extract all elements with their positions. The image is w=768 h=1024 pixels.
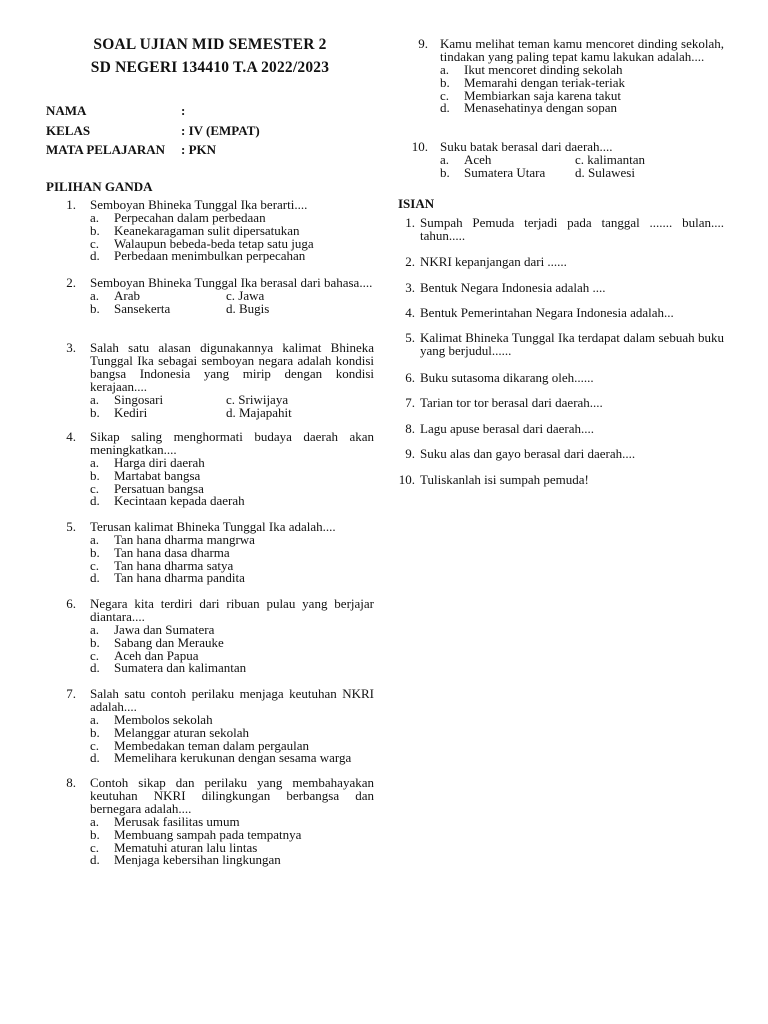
option — [90, 726, 374, 739]
option-text: Mematuhi aturan lalu lintas — [114, 839, 258, 855]
option — [90, 302, 374, 315]
option-list — [440, 63, 724, 114]
question-text: Salah satu alasan digunakannya kalimat Bhineka Tunggal Ika sebagai semboyan negara adalah kondisi bangsa Indonesia yang mirip dengan kondisi kerajaan.... — [90, 340, 374, 394]
option-letter: b. — [90, 724, 100, 740]
option — [90, 249, 374, 262]
essay-number: 10. — [398, 472, 415, 487]
option-text-secondary: d. Majapahit — [226, 404, 292, 420]
essay-item — [398, 281, 724, 294]
option-letter: d. — [90, 493, 100, 509]
question-number: 2. — [66, 275, 76, 290]
option-text: Membuang sampah pada tempatnya — [114, 826, 302, 842]
identity-label: NAMA — [46, 103, 87, 118]
option-text: Tan hana dharma mangrwa — [114, 532, 255, 547]
essay-item — [398, 331, 724, 357]
essay-text: Sumpah Pemuda terjadi pada tanggal ....... bulan.... tahun..... — [420, 215, 724, 243]
option-letter: c. — [90, 839, 100, 855]
option-letter: a. — [90, 210, 100, 225]
option-text: Aceh — [464, 152, 492, 167]
question-text: Semboyan Bhineka Tunggal Ika berarti.... — [90, 197, 308, 212]
option — [90, 224, 374, 237]
essay-number: 6. — [405, 370, 415, 385]
identity-value: : PKN — [181, 142, 217, 157]
option-letter: b. — [440, 164, 450, 180]
question-number: 9. — [418, 36, 428, 51]
essay-text: Bentuk Negara Indonesia adalah .... — [420, 280, 606, 295]
essay-item — [398, 396, 724, 409]
option — [90, 289, 374, 302]
question-item — [398, 140, 724, 179]
option-letter: a. — [440, 152, 450, 167]
option-list — [90, 393, 374, 419]
question-text: Terusan kalimat Bhineka Tunggal Ika adalah.... — [90, 519, 336, 534]
option-letter: b. — [440, 74, 450, 90]
question-text: Salah satu contoh perilaku menjaga keutuhan NKRI adalah.... — [90, 686, 374, 714]
option — [90, 751, 374, 764]
option-letter: b. — [90, 467, 100, 483]
option-letter: a. — [90, 288, 100, 303]
essay-item — [398, 255, 724, 268]
essay-number: 2. — [405, 254, 415, 269]
option — [440, 76, 724, 89]
essay-number: 3. — [405, 280, 415, 295]
option — [440, 63, 724, 76]
option-letter: b. — [90, 634, 100, 650]
question-text: Contoh sikap dan perilaku yang membahayakan keutuhan NKRI dilingkungan berbangsa dan bernegara adalah.... — [90, 775, 374, 816]
option — [90, 815, 374, 828]
option-letter: a. — [440, 62, 450, 77]
question-text: Kamu melihat teman kamu mencoret dinding sekolah, tindakan yang paling tepat kamu lakukan adalah.... — [440, 36, 724, 64]
section-heading-multiple-choice: PILIHAN GANDA — [46, 179, 153, 194]
option-text-secondary: c. kalimantan — [575, 152, 646, 167]
option-letter: d. — [90, 852, 100, 868]
option-text: Sumatera dan kalimantan — [114, 660, 247, 676]
option-letter: a. — [90, 455, 100, 470]
option-list — [90, 211, 374, 262]
essay-text: Buku sutasoma dikarang oleh...... — [420, 370, 594, 385]
option — [90, 211, 374, 224]
option-letter: b. — [90, 544, 100, 560]
option-text: Menjaga kebersihan lingkungan — [114, 852, 281, 868]
question-number: 6. — [66, 596, 76, 611]
option-text-secondary: d. Bugis — [226, 300, 270, 316]
option-text: Memarahi dengan teriak-teriak — [464, 74, 625, 90]
option-list — [440, 153, 724, 179]
school-title: SD NEGERI 134410 T.A 2022/2023 — [90, 59, 330, 76]
option-text: Martabat bangsa — [114, 467, 201, 483]
option — [90, 456, 374, 469]
option-text-secondary: c. Jawa — [226, 288, 265, 303]
essay-number: 1. — [405, 215, 415, 230]
question-item — [46, 687, 374, 764]
option-letter: b. — [90, 826, 100, 842]
option-text: Arab — [114, 288, 140, 303]
option-text: Kecintaan kepada daerah — [114, 493, 245, 509]
option — [90, 406, 374, 419]
option — [90, 571, 374, 584]
option-text: Memelihara kerukunan dengan sesama warga — [114, 750, 352, 766]
option — [90, 469, 374, 482]
option-list — [90, 533, 374, 584]
option-letter: c. — [90, 647, 100, 663]
option-text: Membiarkan saja karena takut — [464, 87, 622, 103]
option-letter: d. — [90, 248, 100, 264]
option-text: Membedakan teman dalam pergaulan — [114, 737, 310, 753]
option — [90, 623, 374, 636]
option-text: Sabang dan Merauke — [114, 634, 224, 650]
essay-item — [398, 422, 724, 435]
question-item — [46, 276, 374, 315]
option-letter: a. — [90, 712, 100, 727]
option-text: Walaupun bebeda-beda tetap satu juga — [114, 235, 314, 251]
essay-text: NKRI kepanjangan dari ...... — [420, 254, 567, 269]
essay-text: Suku alas dan gayo berasal dari daerah.... — [420, 446, 636, 461]
option-letter: c. — [90, 557, 100, 573]
essay-text: Tarian tor tor berasal dari daerah.... — [420, 395, 603, 410]
essay-item — [398, 216, 724, 242]
option — [440, 153, 724, 166]
option-list — [90, 623, 374, 674]
option-text: Menasehatinya dengan sopan — [464, 100, 618, 116]
essay-number: 5. — [405, 330, 415, 345]
essay-text: Lagu apuse berasal dari daerah.... — [420, 421, 594, 436]
identity-value: : IV (EMPAT) — [181, 123, 260, 138]
option-text: Tan hana dasa dharma — [114, 544, 230, 560]
identity-label: MATA PELAJARAN — [46, 142, 166, 157]
essay-item — [398, 473, 724, 486]
identity-value: : — [181, 103, 186, 118]
question-item — [46, 430, 374, 507]
essay-text: Kalimat Bhineka Tunggal Ika terdapat dalam sebuah buku yang berjudul...... — [420, 330, 724, 358]
essay-item — [398, 306, 724, 319]
option — [90, 828, 374, 841]
option-text: Melanggar aturan sekolah — [114, 724, 250, 740]
option-text: Aceh dan Papua — [114, 647, 199, 663]
option-letter: b. — [90, 222, 100, 238]
option-text-secondary: c. Sriwijaya — [226, 392, 289, 407]
option-list — [90, 289, 374, 315]
question-number: 8. — [66, 775, 76, 790]
option-letter: d. — [440, 100, 450, 116]
question-number: 4. — [66, 429, 76, 444]
option — [90, 546, 374, 559]
question-number: 7. — [66, 686, 76, 701]
option — [90, 713, 374, 726]
option-text: Tan hana dharma satya — [114, 557, 234, 573]
question-text: Sikap saling menghormati budaya daerah akan meningkatkan.... — [90, 429, 374, 457]
question-number: 10. — [411, 139, 428, 154]
option-text: Perpecahan dalam perbedaan — [114, 210, 266, 225]
option-letter: c. — [440, 87, 450, 103]
question-item — [398, 37, 724, 114]
option — [90, 393, 374, 406]
option-letter: c. — [90, 480, 100, 496]
option — [90, 661, 374, 674]
essay-number: 9. — [405, 446, 415, 461]
option — [440, 166, 724, 179]
question-item — [46, 198, 374, 262]
option — [90, 494, 374, 507]
option — [90, 636, 374, 649]
essay-item — [398, 371, 724, 384]
option-letter: a. — [90, 622, 100, 637]
option-letter: d. — [90, 570, 100, 586]
option-list — [90, 456, 374, 507]
option-letter: b. — [90, 300, 100, 316]
option-text: Kediri — [114, 404, 148, 420]
option-letter: b. — [90, 404, 100, 420]
essay-number: 4. — [405, 305, 415, 320]
option-text: Merusak fasilitas umum — [114, 814, 240, 829]
exam-title: SOAL UJIAN MID SEMESTER 2 — [93, 36, 327, 53]
option-list — [90, 815, 374, 866]
essay-number: 7. — [405, 395, 415, 410]
question-number: 3. — [66, 340, 76, 355]
option-text: Harga diri daerah — [114, 455, 205, 470]
option-letter: a. — [90, 532, 100, 547]
option-letter: d. — [90, 660, 100, 676]
option-letter: d. — [90, 750, 100, 766]
question-item — [46, 520, 374, 584]
option-text: Ikut mencoret dinding sekolah — [464, 62, 623, 77]
option-text: Tan hana dharma pandita — [114, 570, 245, 586]
option-text: Persatuan bangsa — [114, 480, 204, 496]
option-text: Keanekaragaman sulit dipersatukan — [114, 222, 300, 238]
option-text: Singosari — [114, 392, 164, 407]
option-letter: a. — [90, 814, 100, 829]
essay-text: Tuliskanlah isi sumpah pemuda! — [420, 472, 589, 487]
question-item — [46, 341, 374, 419]
option-letter: c. — [90, 737, 100, 753]
option-text: Membolos sekolah — [114, 712, 213, 727]
option-letter: a. — [90, 392, 100, 407]
option — [90, 533, 374, 546]
option-text: Perbedaan menimbulkan perpecahan — [114, 248, 306, 264]
option — [440, 101, 724, 114]
question-number: 5. — [66, 519, 76, 534]
question-text: Semboyan Bhineka Tunggal Ika berasal dari bahasa.... — [90, 275, 373, 290]
essay-item — [398, 447, 724, 460]
essay-number: 8. — [405, 421, 415, 436]
question-item — [46, 776, 374, 866]
essay-text: Bentuk Pemerintahan Negara Indonesia adalah... — [420, 305, 674, 320]
option-text: Sumatera Utara — [464, 164, 546, 180]
question-text: Negara kita terdiri dari ribuan pulau yang berjajar diantara.... — [90, 596, 374, 624]
option-letter: c. — [90, 235, 100, 251]
identity-label: KELAS — [46, 123, 91, 138]
option — [90, 853, 374, 866]
question-number: 1. — [66, 197, 76, 212]
question-item — [46, 597, 374, 674]
option-text-secondary: d. Sulawesi — [575, 164, 635, 180]
question-text: Suku batak berasal dari daerah.... — [440, 139, 613, 154]
section-heading-essay: ISIAN — [398, 196, 435, 211]
option-list — [90, 713, 374, 764]
option-text: Sansekerta — [114, 300, 171, 316]
option-text: Jawa dan Sumatera — [114, 622, 215, 637]
